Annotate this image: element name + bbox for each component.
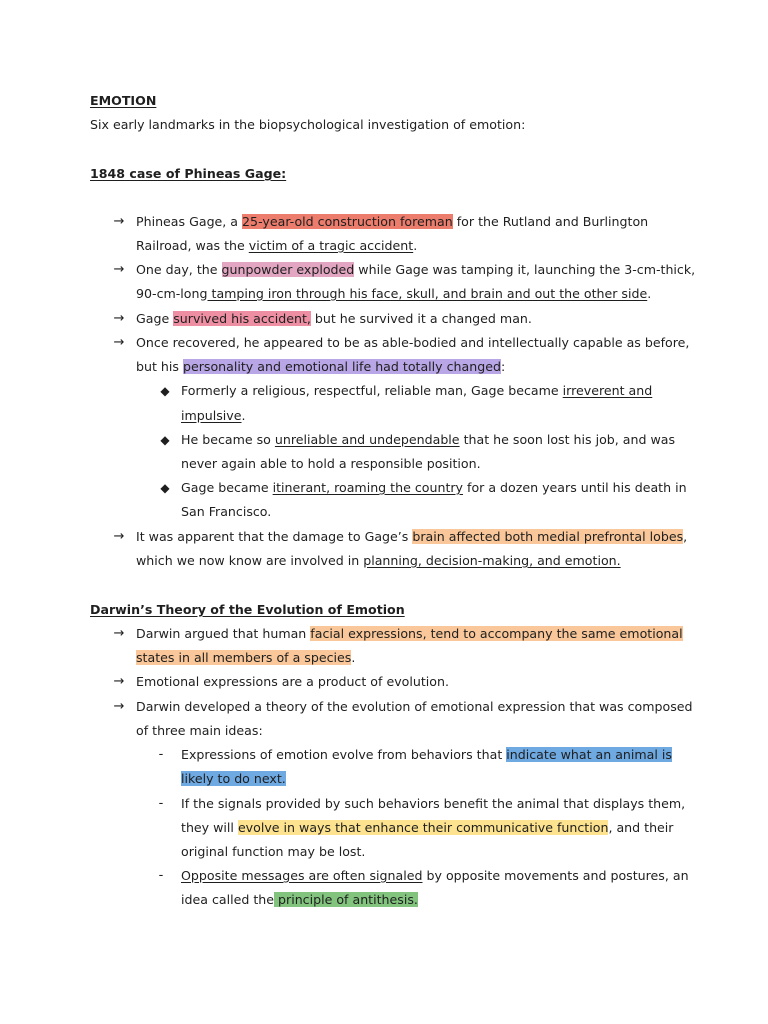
list-item-text: states in all members of a species. — [136, 650, 356, 665]
list-item-text: Darwin argued that human facial expressions, tend to accompany the same emotional — [136, 626, 683, 641]
highlight-orange: facial expressions, tend to accompany the same emotional — [310, 626, 683, 641]
diamond-bullet-icon: ◆ — [160, 384, 170, 398]
list-item — [0, 210, 768, 234]
highlight-pink: gunpowder exploded — [221, 262, 355, 277]
highlight-blue: indicate what an animal is — [506, 747, 672, 762]
diamond-bullet-icon: ◆ — [160, 481, 170, 495]
intro-line — [0, 113, 768, 137]
sub-list-item-continuation — [0, 767, 768, 791]
gage-heading-line — [0, 162, 768, 186]
list-item — [0, 670, 768, 694]
document-title-line — [0, 89, 768, 113]
list-item-text: Emotional expressions are a product of evolution. — [136, 674, 449, 689]
sub-list-item-continuation — [0, 816, 768, 840]
arrow-bullet-icon: → — [113, 214, 125, 229]
sub-list-item-text: idea called the principle of antithesis. — [181, 892, 418, 907]
sub-list-item-text: never again able to hold a responsible position. — [181, 456, 481, 471]
sub-list-item — [0, 792, 768, 816]
arrow-bullet-icon: → — [113, 529, 125, 544]
list-item-text: Once recovered, he appeared to be as able-bodied and intellectually capable as before, — [136, 335, 690, 350]
highlight-red: 25-year-old construction foreman — [242, 214, 453, 229]
sub-list-item — [0, 379, 768, 403]
intro-text: Six early landmarks in the biopsychological investigation of emotion: — [90, 117, 526, 132]
sub-list-item-text: He became so unreliable and undependable that he soon lost his job, and was — [181, 432, 676, 447]
darwin-heading: Darwin’s Theory of the Evolution of Emotion — [90, 602, 405, 617]
list-item — [0, 695, 768, 719]
sub-list-item-text: Opposite messages are often signaled by opposite movements and postures, an — [181, 868, 689, 883]
sub-list-item-text: Expressions of emotion evolve from behaviors that indicate what an animal is — [181, 747, 672, 762]
sub-list-item — [0, 864, 768, 888]
highlight-rose: survived his accident, — [173, 311, 311, 326]
list-item — [0, 525, 768, 549]
list-item-text: Gage survived his accident, but he survived it a changed man. — [136, 311, 532, 326]
highlight-orange: states in all members of a species — [136, 650, 352, 665]
list-item-text: Darwin developed a theory of the evolution of emotional expression that was composed — [136, 699, 693, 714]
sub-list-item-continuation — [0, 452, 768, 476]
list-item-continuation — [0, 549, 768, 573]
list-item-continuation — [0, 646, 768, 670]
sub-list-item-text: Gage became itinerant, roaming the country for a dozen years until his death in — [181, 480, 687, 495]
list-item-text: Railroad, was the victim of a tragic accident. — [136, 238, 418, 253]
sub-list-item-text: Formerly a religious, respectful, reliable man, Gage became irreverent and — [181, 383, 653, 398]
sub-list-item-continuation — [0, 500, 768, 524]
arrow-bullet-icon: → — [113, 262, 125, 277]
sub-list-item-text: If the signals provided by such behaviors benefit the animal that displays them, — [181, 796, 686, 811]
list-item-continuation — [0, 719, 768, 743]
dash-bullet-icon: - — [158, 747, 164, 762]
list-item-continuation — [0, 282, 768, 306]
list-item-continuation — [0, 355, 768, 379]
sub-list-item-text — [181, 767, 286, 791]
dash-bullet-icon: - — [158, 796, 164, 811]
list-item-text: which we now know are involved in planning, decision-making, and emotion. — [136, 553, 621, 568]
sub-list-item-text: San Francisco. — [181, 504, 272, 519]
highlight-yellow: evolve in ways that enhance their communicative function — [237, 820, 609, 835]
arrow-bullet-icon: → — [113, 335, 125, 350]
gage-heading: 1848 case of Phineas Gage: — [90, 166, 287, 181]
sub-list-item — [0, 476, 768, 500]
highlight-green: principle of antithesis. — [274, 892, 418, 907]
list-item-text: One day, the gunpowder exploded while Gage was tamping it, launching the 3-cm-thick, — [136, 262, 696, 277]
arrow-bullet-icon: → — [113, 674, 125, 689]
document-title: EMOTION — [90, 93, 157, 108]
arrow-bullet-icon: → — [113, 626, 125, 641]
list-item-continuation — [0, 234, 768, 258]
sub-list-item-text: impulsive. — [181, 408, 246, 423]
sub-list-item-text: original function may be lost. — [181, 844, 366, 859]
sub-list-item — [0, 743, 768, 767]
list-item — [0, 258, 768, 282]
sub-list-item-continuation — [0, 404, 768, 428]
list-item-text: 90-cm-long tamping iron through his face, skull, and brain and out the other side. — [136, 286, 652, 301]
diamond-bullet-icon: ◆ — [160, 433, 170, 447]
list-item — [0, 307, 768, 331]
dash-bullet-icon: - — [158, 868, 164, 883]
list-item — [0, 622, 768, 646]
sub-list-item-continuation — [0, 888, 768, 912]
list-item — [0, 331, 768, 355]
darwin-heading-line — [0, 598, 768, 622]
list-item-text: of three main ideas: — [136, 723, 263, 738]
highlight-purple: personality and emotional life had totally changed — [182, 359, 501, 374]
highlight-orange: brain affected both medial prefrontal lobes — [412, 529, 684, 544]
highlight-blue: likely to do next. — [181, 771, 286, 786]
sub-list-item-continuation — [0, 840, 768, 864]
arrow-bullet-icon: → — [113, 699, 125, 714]
list-item-text: Phineas Gage, a 25-year-old construction foreman for the Rutland and Burlington — [136, 214, 649, 229]
list-item-text: It was apparent that the damage to Gage’s brain affected both medial prefrontal lobes, — [136, 529, 688, 544]
sub-list-item-text: they will evolve in ways that enhance their communicative function, and their — [181, 820, 674, 835]
arrow-bullet-icon: → — [113, 311, 125, 326]
sub-list-item — [0, 428, 768, 452]
list-item-text: but his personality and emotional life had totally changed: — [136, 359, 506, 374]
